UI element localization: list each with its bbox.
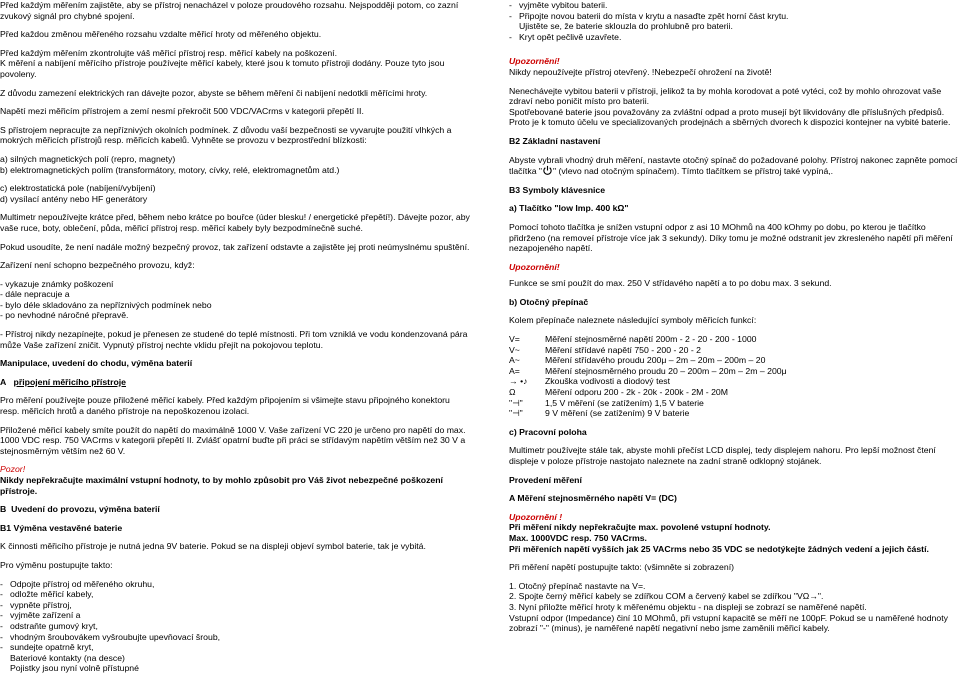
symbol-desc: Měření stejnosměrné napětí 200m - 2 - 20 - 200 - 1000 — [545, 334, 757, 345]
subsection-heading: B3 Symboly klávesnice — [509, 184, 606, 195]
symbol-desc: 1,5 V měření (se zatížením) 1,5 V baterie — [545, 397, 704, 408]
paragraph-part: Dávejte pozor, aby vaše ruce, boty, oblečení, půda, měřicí přístroj resp. měřicí kabely byly bezpodmínečně suché. — [0, 212, 470, 233]
warning-label: Upozornění! — [509, 261, 560, 272]
warning-text: Nikdy nepoužívejte přístroj otevřený. !Nebezpečí ohrožení na životě! — [509, 66, 772, 77]
section-heading — [0, 504, 470, 515]
list-item: b) elektromagnetických polím (transformátory, motory, cívky, relé, elektromagnetům atd.) — [0, 164, 340, 175]
right-column — [509, 0, 960, 642]
symbol-desc: Měření střídavého proudu 200μ – 2m – 20m – 200m – 20 — [545, 355, 766, 366]
list-item: - odstraňte gumový kryt, — [0, 620, 98, 631]
list-item: - Odpojte přístroj od měřeného okruhu, — [0, 578, 155, 589]
symbol-key: Ω — [509, 387, 516, 398]
symbol-key: V~ — [509, 344, 520, 355]
symbol-key: V= — [509, 334, 520, 345]
table-row — [509, 345, 960, 356]
field-list — [0, 154, 470, 175]
heading-letter: A — [0, 376, 7, 387]
paragraph: Napětí mezi měřicím přístrojem a zemí nesmí překročit 500 VDC/VACrms v kategorii přepětí II. — [0, 106, 364, 117]
paragraph-part: Multimetr nepoužívejte krátce před, během nebo krátce po bouřce (úder blesku! / energetické přepětí!). — [0, 212, 396, 223]
symbol-key: A~ — [509, 355, 520, 366]
symbol-table — [509, 334, 960, 419]
paragraph-part: " (vlevo nad otočným spínačem). Tímto tlačítkem se přístroj také vypíná,. — [553, 166, 834, 177]
paragraph: S přístrojem nepracujte za nepříznivých okolních podmínek. Z důvodu vaší bezpečnosti se vyvarujte použití vlhkých a mokrých měřicích přístrojů resp. měřicích kabelů. Vyhněte se provozu v bezprostřední blízkosti: — [0, 124, 452, 146]
list-item: - Kryt opět pečlivě uzavřete. — [509, 31, 622, 42]
list-item: a) silných magnetických polí (repro, magnety) — [0, 153, 176, 164]
list-item: - vypněte přístroj, — [0, 599, 72, 610]
table-row — [509, 398, 960, 409]
paragraph: Zařízení není schopno bezpečného provozu, když: — [0, 260, 195, 271]
list-item: - odložte měřicí kabely, — [0, 589, 94, 600]
paragraph: Při měření napětí postupujte takto: (všimněte si zobrazení) — [509, 562, 735, 573]
subsection-heading: a) Tlačítko "low Imp. 400 kΩ" — [509, 203, 629, 214]
warning-label: Upozornění! — [509, 56, 560, 67]
symbol-desc: Měření stejnosměrného proudu 20 – 200m – 20m – 2m – 200μ — [545, 365, 787, 376]
section-heading — [0, 377, 470, 388]
symbol-key: "⊣" — [509, 397, 523, 408]
list-item: - vhodným šroubovákem vyšroubujte upevňovací šroub, — [0, 631, 221, 642]
section-heading: Provedení měření — [509, 474, 582, 485]
list-item: Pojistky jsou nyní volně přístupné — [10, 663, 139, 674]
paragraph: Před každým měřením zajistěte, aby se přístroj nenacházel v poloze proudového rozsahu. Nejspodději potom, co zazní zvukový signál pro chybné spojení. — [0, 0, 459, 21]
table-row — [509, 376, 960, 387]
warning-text: Při měření nikdy nepřekračujte max. povolené vstupní hodnoty. — [509, 522, 771, 533]
list-item: - vykazuje známky poškození — [0, 278, 114, 289]
steps-list — [509, 0, 960, 42]
symbol-desc: Měření odporu 200 - 2k - 20k - 200k - 2M - 20M — [545, 387, 729, 398]
list-item: d) vysílací antény nebo HF generátory — [0, 193, 148, 204]
subsection-heading: b) Otočný přepínač — [509, 296, 589, 307]
paragraph: Nenechávejte vybitou baterii v přístroji, jelikož ta by mohla korodovat a poté vytéci, což by mohlo ohrozovat vaše zdraví nebo poničit místo pro baterii. — [509, 85, 942, 107]
table-row — [509, 366, 960, 377]
paragraph-part: tlačítka " — [509, 166, 543, 177]
paragraph: Pro výměnu postupujte takto: — [0, 559, 113, 570]
list-item: c) elektrostatická pole (nabíjení/vybíjení) — [0, 183, 156, 194]
paragraph-part: Abyste vybrali vhodný druh měření, nastavte otočný spínač do požadované polohy. Přístroj nakonec zapněte pomocí — [509, 154, 958, 165]
field-list — [0, 183, 470, 204]
symbol-desc: Měření střídavé napětí 750 - 200 - 20 - 2 — [545, 344, 701, 355]
list-item: - dále nepracuje a — [0, 289, 70, 300]
table-row — [509, 355, 960, 366]
table-row — [509, 334, 960, 345]
warning-label: Pozor! — [0, 464, 26, 475]
list-item: - vyjměte zařízení a — [0, 610, 81, 621]
paragraph: Pro měření používejte pouze přiložené měřicí kabely. Před každým připojením si všimejte stavu připojného konektoru resp. měřicích hrotů a daného přístroje na nepoškozenou izolaci. — [0, 395, 450, 417]
list-item: - po nevhodné náročné přepravě. — [0, 310, 129, 321]
paragraph: Pomocí tohoto tlačítka je snížen vstupní odpor z asi 10 MOhmů na 400 kOhmy po dobu, po kterou je tlačítko přidrženo (na removeí přístroje více jak 3 sekundy). Díky tomu je možné odstranit jev zkresleného napětí při měření nezapojeného napětí. — [509, 221, 953, 254]
paragraph: Před každou změnou měřeného rozsahu vzdalte měřicí hroty od měřeného objektu. — [0, 29, 322, 40]
steps-list — [509, 581, 960, 634]
subsection-heading: c) Pracovní poloha — [509, 426, 587, 437]
paragraph: Z důvodu zamezení elektrických ran dávejte pozor, abyste se během měření či nabíjení nedotkli měřícími hroty. — [0, 87, 428, 98]
paragraph: Vstupní odpor (Impedance) činí 10 MOhmů, při vstupní kapacitě se měří ne 100pF. Pokud se u naměřené hodnoty zobrazí "-" (minus), je naměřené napětí negativní nebo jsme zaměnili měřicí kabely. — [509, 612, 948, 634]
section-heading: Manipulace, uvedení do chodu, výměna baterií — [0, 358, 193, 369]
table-row — [509, 408, 960, 419]
condition-list — [0, 279, 470, 321]
warning-text: Nikdy nepřekračujte maximální vstupní hodnoty, to by mohlo způsobit pro Váš život nebezpečné poškození přístroje. — [0, 475, 443, 496]
list-item: 2. Spojte černý měřicí kabely se zdířkou COM a červený kabel se zdířkou "VΩ→". — [509, 591, 824, 602]
subsection-heading: A Měření stejnosměrného napětí V= (DC) — [509, 493, 677, 504]
heading-title: Uvedení do provozu, výměna baterií — [11, 504, 160, 515]
subsection-heading: B2 Základní nastavení — [509, 135, 601, 146]
list-item: - vyjměte vybitou baterii. — [509, 0, 608, 10]
warning-label: Upozornění ! — [509, 511, 563, 522]
list-item: 3. Nyní přiložte měřicí hroty k měřenému objektu - na displeji se zobrazí se naměřené napětí. — [509, 601, 867, 612]
paragraph: Multimetr používejte stále tak, abyste mohli přečíst LCD displej, tedy displejem nahoru. Pro lepší možnost čtení displeje v poloze přístroje nastojato naleznete na zadní straně odklopný stojánek. — [509, 445, 936, 466]
symbol-desc: 9 V měření (se zatížením) 9 V baterie — [545, 408, 690, 419]
paragraph: K měření a nabíjení měřícího přístroje používejte měřicí kabely, které jsou k tomuto přístroji dodány. Pouze tyto jsou povoleny. — [0, 58, 445, 79]
list-item: Bateriové kontakty (na desce) — [10, 652, 125, 663]
paragraph: Funkce se smí použít do max. 250 V střídavého napětí a to po dobu max. 3 sekund. — [509, 278, 832, 289]
list-item: - sundejte opatrně kryt, — [0, 642, 94, 653]
symbol-key: → •♪ — [509, 376, 528, 387]
paragraph — [509, 155, 960, 177]
warning-text: Při měřeních napětí vyšších jak 25 VACrms nebo 35 VDC se nedotýkejte žádných vedení a jejich částí. — [509, 543, 929, 554]
heading-letter: B — [0, 504, 7, 515]
paragraph — [0, 212, 470, 233]
power-icon — [542, 165, 553, 176]
steps-list — [0, 579, 470, 674]
paragraph: Kolem přepínače naleznete následující symboly měřicích funkcí: — [509, 315, 757, 326]
subsection-heading: B1 Výměna vestavěné baterie — [0, 522, 123, 533]
paragraph: Přiložené měřicí kabely smíte použít do napětí do maximálně 1000 V. Vaše zařízení VC 220 je určeno pro napětí do max. 1000 VDC resp. 750 VACrms v kategorii přepětí II. Zvlášť opatrní buďte při práci se střídavým napětím větším než 30 V a stejnosměrným větším než 60 V. — [0, 424, 466, 456]
heading-title: připojení měřicího přístroje — [13, 376, 127, 387]
paragraph: Před každým měřením zkontrolujte váš měřicí přístroj resp. měřicí kabely na poškození. — [0, 47, 338, 58]
paragraph: Pokud usoudíte, že není nadále možný bezpečný provoz, tak zařízení odstavte a zajistěte jej proti neúmyslnému spuštění. — [0, 241, 470, 252]
paragraph: Spotřebované baterie jsou považovány za zvláštní odpad a proto musejí být likvidovány dle příslušných předpisů. Proto je k tomuto účelu ve specializovaných prodejnách a sběrných dvorech k dispozici kontejner na vybité baterie. — [509, 106, 951, 128]
list-item: 1. Otočný přepínač nastavte na V=. — [509, 580, 646, 591]
warning-text: Max. 1000VDC resp. 750 VACrms. — [509, 532, 647, 543]
left-column — [0, 0, 470, 682]
list-item: - Připojte novou baterii do místa v krytu a nasaďte zpět horní část krytu. — [509, 10, 789, 21]
list-item: - bylo déle skladováno za nepříznivých podmínek nebo — [0, 299, 212, 310]
paragraph: - Přístroj nikdy nezapínejte, pokud je přenesen ze studené do teplé místnosti. Při tom vzniklá ve vodu kondenzovaná pára může Vaše zařízení zničit. Vypnutý přístroj nechte vklidu přejít na pokojovou teplotu. — [0, 329, 468, 350]
symbol-key: "⊣" — [509, 408, 523, 419]
table-row — [509, 387, 960, 398]
symbol-desc: Zkouška vodivosti a diodový test — [545, 376, 671, 387]
symbol-key: A= — [509, 365, 520, 376]
paragraph: K činnosti měřicího přístroje je nutná jedna 9V baterie. Pokud se na displeji objeví symbol baterie, tak je vybitá. — [0, 541, 426, 552]
list-item: Ujistěte se, že baterie sklouzla do prohlubně pro baterii. — [519, 21, 733, 32]
